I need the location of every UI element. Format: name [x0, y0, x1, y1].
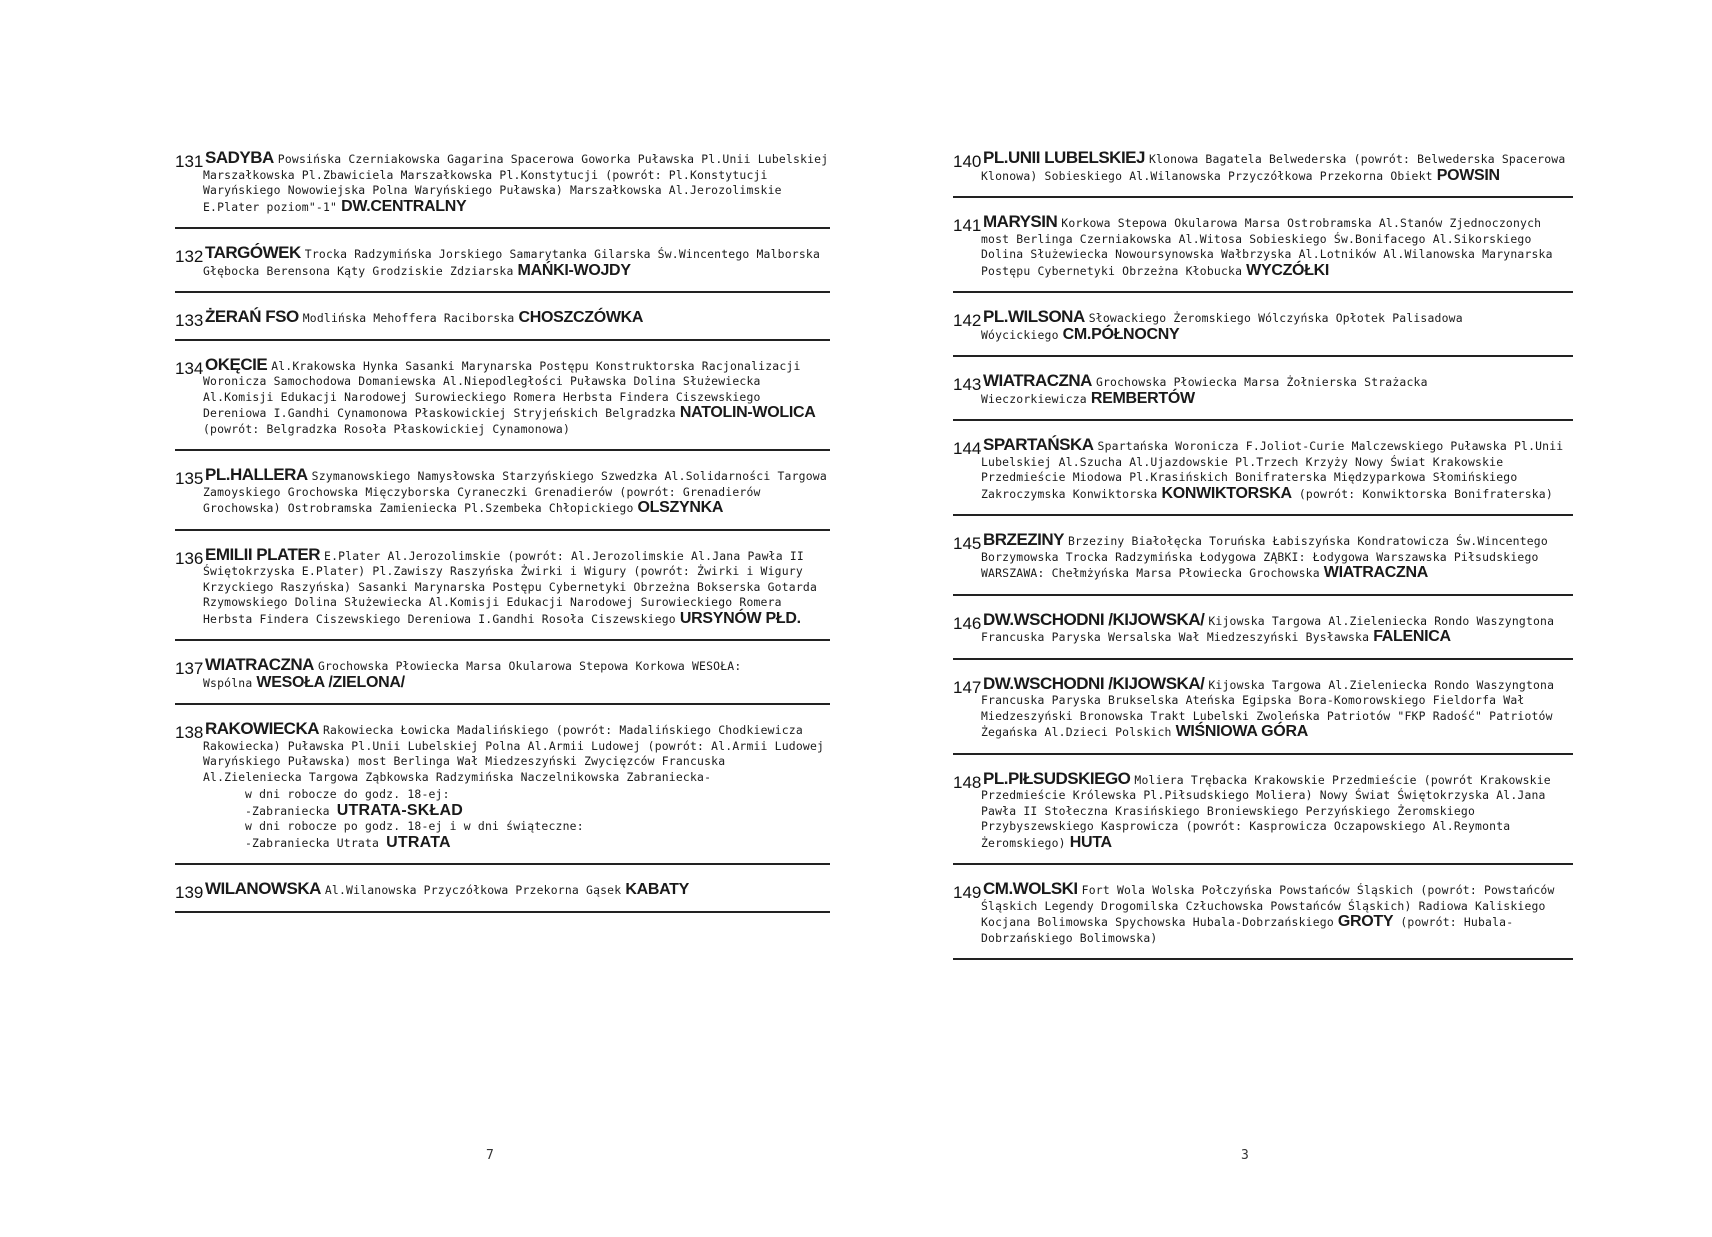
- route-start: RAKOWIECKA: [205, 719, 319, 738]
- route-start: WILANOWSKA: [205, 879, 321, 898]
- route-135: [175, 467, 830, 531]
- route-text: [953, 214, 1573, 279]
- route-number: 144: [953, 439, 982, 458]
- route-stops: Powsińska Czerniakowska Gagarina Spacerowa Goworka Puławska Pl.Unii Lubelskiej Marszałkowska Pl.Zbawiciela Marszałkowska Pl.Konstytucji (powrót: Pl.Konstytucji Waryńskiego Nowowiejska Polna Waryńskiego Puławska) Marszałkowska Al.Jerozolimskie E.Plater poziom"-1": [203, 152, 829, 214]
- route-number: 137: [175, 659, 204, 678]
- note-text: -Zabraniecka Utrata: [245, 835, 380, 850]
- route-number: 140: [953, 152, 982, 171]
- route-139: [175, 881, 830, 913]
- page-number-right: 3: [1241, 1148, 1249, 1163]
- route-stops: Słowackiego Żeromskiego Wólczyńska Opłotek Palisadowa Wóycickiego: [981, 311, 1463, 342]
- route-147: [953, 673, 1573, 755]
- route-end: WIŚNIOWA GÓRA: [1175, 723, 1308, 740]
- route-text: [175, 150, 830, 215]
- route-stops: Szymanowskiego Namysłowska Starzyńskiego Szwedzka Al.Solidarności Targowa Zamoyskiego Grochowska Mięczyborska Cyraneczki Grenadierów (powrót: Grenadierów Grochowska) Ostrobramska Zamieniecka Pl.Szembeka Chłopickiego: [203, 469, 827, 515]
- route-144: [953, 437, 1573, 516]
- route-stops: Grochowska Płowiecka Marsa Okularowa Stepowa Korkowa WESOŁA: Wspólna: [203, 659, 742, 690]
- route-text: [175, 881, 830, 899]
- note-text: -Zabraniecka: [245, 803, 330, 818]
- route-number: 141: [953, 216, 982, 235]
- route-number: 146: [953, 613, 982, 633]
- right-page: [953, 150, 1573, 976]
- route-notes: [203, 787, 830, 851]
- route-start: SPARTAŃSKA: [983, 435, 1094, 454]
- route-number: 135: [175, 469, 204, 488]
- route-start: PL.WILSONA: [983, 307, 1085, 326]
- route-number: 131: [175, 152, 204, 171]
- route-end: HUTA: [1069, 833, 1112, 851]
- route-141: [953, 214, 1573, 293]
- route-138: [175, 721, 830, 865]
- route-stops: Korkowa Stepowa Okularowa Marsa Ostrobramska Al.Stanów Zjednoczonych most Berlinga Czerniakowska Al.Witosa Sobieskiego Św.Bonifacego Al.Sikorskiego Dolina Służewiecka Nowoursynowska Wałbrzyska Al.Lotników Al.Wilanowska Marynarska Postępu Cybernetyki Obrzeżna Kłobucka: [981, 216, 1553, 278]
- route-136: [175, 544, 830, 642]
- note-line: [245, 787, 830, 803]
- route-133: [175, 309, 830, 341]
- note-line: [245, 819, 830, 835]
- left-page: [175, 150, 830, 929]
- route-stops: Brzeziny Białołęcka Toruńska Łabiszyńska Kondratowicza Św.Wincentego Borzymowska Trocka Radzymińska Łodygowa ZĄBKI: Łodygowa Warszawska Piłsudskiego WARSZAWA: Chełmżyńska Marsa Płowiecka Grochowska: [981, 534, 1548, 580]
- route-text: [953, 768, 1573, 852]
- route-end: KABATY: [625, 881, 689, 898]
- route-start: OKĘCIE: [205, 354, 268, 374]
- route-stops: Klonowa Bagatela Belwederska (powrót: Belwederska Spacerowa Klonowa) Sobieskiego Al.Wilanowska Przyczółkowa Przekorna Obiekt: [981, 152, 1566, 183]
- route-start: ŻERAŃ FSO: [205, 307, 299, 326]
- route-end: NATOLIN-WOLICA: [679, 404, 816, 421]
- route-number: 139: [175, 883, 204, 902]
- route-start: TARGÓWEK: [205, 243, 301, 262]
- route-end: POWSIN: [1436, 166, 1500, 184]
- route-number: 148: [953, 772, 982, 792]
- route-text: [175, 467, 830, 517]
- route-text: [953, 437, 1573, 502]
- route-137: [175, 657, 830, 705]
- route-146: [953, 609, 1573, 660]
- route-number: 136: [175, 548, 204, 568]
- route-text: [953, 309, 1573, 343]
- route-end: CHOSZCZÓWKA: [518, 309, 644, 326]
- page-number-left: 7: [486, 1148, 494, 1163]
- route-start: PL.PIŁSUDSKIEGO: [983, 768, 1131, 788]
- route-stops: Fort Wola Wolska Połczyńska Powstańców Śląskich (powrót: Powstańców Śląskich Legendy Drogomilska Człuchowska Powstańców Śląskich) Radiowa Kaliskiego Kocjana Bolimowska Spychowska Hubala-Dobrzańskiego: [981, 883, 1555, 929]
- route-end: OLSZYNKA: [637, 499, 724, 516]
- route-end: DW.CENTRALNY: [341, 197, 467, 215]
- route-142: [953, 309, 1573, 357]
- route-number: 134: [175, 358, 204, 378]
- route-134: [175, 354, 830, 452]
- route-number: 133: [175, 311, 204, 330]
- route-stops: Grochowska Płowiecka Marsa Żołnierska Strażacka Wieczorkiewicza: [981, 375, 1428, 406]
- route-number: 147: [953, 677, 982, 697]
- route-start: DW.WSCHODNI /KIJOWSKA/: [983, 609, 1205, 629]
- route-text: [953, 532, 1573, 582]
- route-stops: Al.Wilanowska Przyczółkowa Przekorna Gąsek: [324, 883, 622, 897]
- route-number: 149: [953, 883, 982, 902]
- route-text: [953, 373, 1573, 407]
- route-stops: Kijowska Targowa Al.Zieleniecka Rondo Waszyngtona Francuska Paryska Wersalska Wał Miedzeszyński Bysławska: [981, 613, 1555, 644]
- route-140: [953, 150, 1573, 198]
- route-number: 143: [953, 375, 982, 394]
- route-text: [953, 150, 1573, 184]
- note-text: w dni robocze po godz. 18-ej i w dni świąteczne:: [245, 819, 584, 833]
- route-end: URSYNÓW PŁD.: [679, 609, 801, 627]
- route-stops: Spartańska Woronicza F.Joliot-Curie Malczewskiego Puławska Pl.Unii Lubelskiej Al.Szucha Al.Ujazdowskie Pl.Trzech Krzyży Nowy Świat Krakowskie Przedmieście Miodowa Pl.Krasińskich Bonifraterska Międzyparkowa Słomińskiego Zakroczymska Konwiktorska: [981, 439, 1564, 501]
- route-stops: Rakowiecka Łowicka Madalińskiego (powrót: Madalińskiego Chodkiewicza Rakowiecka) Puławska Pl.Unii Lubelskiej Polna Al.Armii Ludowej (powrót: Al.Armii Ludowej Waryńskiego Puławska) most Berlinga Wał Miedzeszyński Zwycięzców Francuska Al.Zieleniecka Targowa Ząbkowska Radzymińska Naczelnikowska Zabraniecka-: [203, 723, 825, 784]
- route-start: EMILII PLATER: [205, 544, 321, 564]
- note-text: w dni robocze do godz. 18-ej:: [245, 787, 450, 801]
- route-text: [175, 309, 830, 327]
- route-stops: Modlińska Mehoffera Raciborska: [302, 311, 515, 325]
- route-stops: Moliera Trębacka Krakowskie Przedmieście (powrót Krakowskie Przedmieście Królewska Pl.Piłsudskiego Moliera) Nowy Świat Świętokrzyska Al.Jana Pawła II Stołeczna Krasińskiego Broniewskiego Perzyńskiego Żeromskiego Przybyszewskiego Kasprowicza (powrót: Kasprowicza Oczapowskiego Al.Reymonta Żeromskiego): [981, 772, 1551, 850]
- route-end: REMBERTÓW: [1090, 389, 1195, 407]
- route-text: [953, 673, 1573, 741]
- route-text: [175, 657, 830, 691]
- route-143: [953, 373, 1573, 421]
- route-end: CM.PÓŁNOCNY: [1062, 325, 1180, 343]
- route-tail: (powrót: Konwiktorska Bonifraterska): [1298, 486, 1553, 501]
- route-132: [175, 245, 830, 293]
- note-line: [245, 835, 830, 852]
- route-tail: (powrót: Hubala-Dobrzańskiego Bolimowska): [981, 915, 1514, 945]
- route-text: [175, 544, 830, 628]
- route-tail: (powrót: Belgradzka Rosoła Płaskowickiej Cynamonowa): [203, 421, 571, 436]
- route-148: [953, 768, 1573, 866]
- route-stops: Trocka Radzymińska Jorskiego Samarytanka Gilarska Św.Wincentego Malborska Głębocka Berensona Kąty Grodziskie Zdziarska: [203, 247, 821, 278]
- route-number: 138: [175, 723, 204, 742]
- route-145: [953, 532, 1573, 596]
- note-terminus: UTRATA: [386, 833, 451, 851]
- route-text: [175, 354, 830, 438]
- route-start: WIATRACZNA: [205, 655, 314, 674]
- route-start: WIATRACZNA: [983, 371, 1092, 390]
- route-end: MAŃKI-WOJDY: [517, 261, 631, 279]
- route-end: WIATRACZNA: [1323, 564, 1429, 581]
- route-text: [175, 245, 830, 279]
- route-start: PL.UNII LUBELSKIEJ: [983, 148, 1145, 167]
- route-end: WESOŁA /ZIELONA/: [256, 673, 405, 691]
- route-start: PL.HALLERA: [205, 465, 308, 484]
- route-start: CM.WOLSKI: [983, 879, 1078, 898]
- route-start: BRZEZINY: [983, 530, 1064, 549]
- route-131: [175, 150, 830, 229]
- route-end: KONWIKTORSKA: [1161, 484, 1292, 502]
- route-text: [175, 721, 830, 851]
- route-start: DW.WSCHODNI /KIJOWSKA/: [983, 673, 1205, 693]
- route-stops: Al.Krakowska Hynka Sasanki Marynarska Postępu Konstruktorska Racjonalizacji Woronicza Samochodowa Domaniewska Al.Niepodległości Puławska Dolina Służewiecka Al.Komisji Edukacji Narodowej Surowieckiego Romera Herbsta Findera Ciszewskiego Dereniowa I.Gandhi Cynamonowa Płaskowickiej Stryjeńskich Belgradzka: [203, 358, 801, 420]
- route-end: FALENICA: [1373, 628, 1451, 645]
- route-end: WYCZÓŁKI: [1246, 261, 1330, 279]
- route-149: [953, 881, 1573, 960]
- route-start: MARYSIN: [983, 212, 1058, 231]
- route-end: GROTY: [1337, 913, 1394, 930]
- route-stops: Kijowska Targowa Al.Zieleniecka Rondo Waszyngtona Francuska Paryska Brukselska Ateńska Egipska Bora-Komorowskiego Fieldorfa Wał Miedzeszyński Bronowska Trakt Lubelski Zwoleńska Patriotów "FKP Radość" Patriotów Żegańska Al.Dzieci Polskich: [981, 677, 1555, 739]
- note-terminus: UTRATA-SKŁAD: [336, 801, 463, 819]
- route-text: [953, 609, 1573, 646]
- route-stops: E.Plater Al.Jerozolimskie (powrót: Al.Jerozolimskie Al.Jana Pawła II Świętokrzyska E.Plater) Pl.Zawiszy Raszyńska Żwirki i Wigury (powrót: Żwirki i Wigury Krzyckiego Raszyńska) Sasanki Marynarska Postępu Cybernetyki Obrzeżna Bokserska Gotarda Rzymowskiego Dolina Służewiecka Al.Komisji Edukacji Narodowej Surowieckiego Romera Herbsta Findera Ciszewskiego Dereniowa I.Gandhi Rosoła Ciszewskiego: [203, 548, 818, 626]
- route-number: 142: [953, 311, 982, 330]
- note-line: [245, 803, 830, 820]
- route-number: 132: [175, 247, 204, 266]
- route-number: 145: [953, 534, 982, 553]
- route-start: SADYBA: [205, 148, 274, 167]
- route-text: [953, 881, 1573, 946]
